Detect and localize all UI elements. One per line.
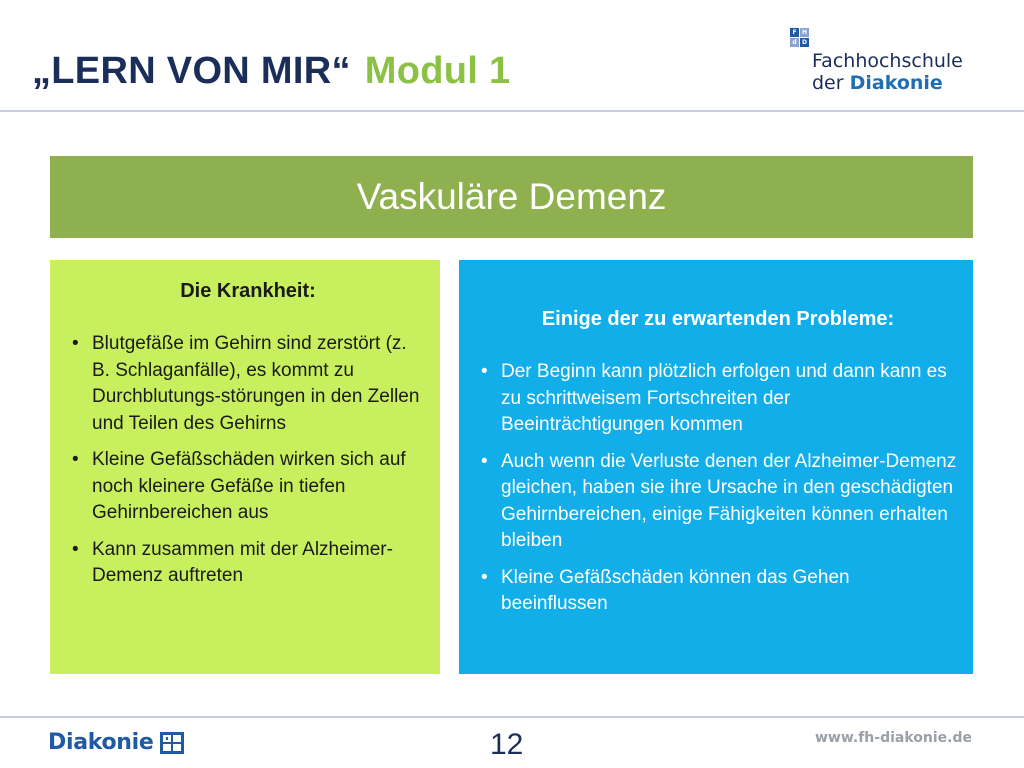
- diakonie-wordmark: Diakonie: [48, 730, 154, 755]
- logo-square-d: d: [790, 38, 799, 47]
- list-item: • Auch wenn die Verluste denen der Alzheimer-Demenz gleichen, haben sie ihre Ursache in den geschädigten Gehirnbereichen, einige Fähigkeiten können erhalten bleiben: [479, 449, 957, 555]
- problems-list: [479, 359, 957, 618]
- header-divider: [0, 110, 1024, 112]
- disease-panel: [50, 260, 440, 674]
- fh-diakonie-logo: [790, 28, 990, 98]
- page-number: 12: [490, 728, 524, 761]
- list-item: • Kleine Gefäßschäden können das Gehen beeinflussen: [479, 565, 957, 618]
- disease-list: [70, 331, 426, 590]
- title-text: „LERN VON MIR“: [32, 50, 351, 92]
- problems-panel: [459, 260, 973, 674]
- logo-square-d2: D: [800, 38, 809, 47]
- module-label: Modul 1: [364, 50, 511, 92]
- banner-title: Vaskuläre Demenz: [356, 176, 667, 217]
- logo-line-2-bold: Diakonie: [849, 72, 943, 94]
- problems-heading: Einige der zu erwartenden Probleme:: [541, 308, 895, 330]
- list-item: • Blutgefäße im Gehirn sind zerstört (z. B. Schlaganfälle), es kommt zu Durchblutungs-störungen in den Zellen und Teilen des Gehirns: [70, 331, 426, 437]
- list-item: • Kleine Gefäßschäden wirken sich auf noch kleinere Gefäße in tiefen Gehirnbereichen aus: [70, 447, 426, 527]
- logo-square-h: H: [801, 29, 808, 36]
- logo-text: [812, 50, 963, 94]
- diakonie-cross-icon: [160, 732, 184, 754]
- disease-heading: Die Krankheit:: [180, 280, 316, 302]
- footer-url[interactable]: www.fh-diakonie.de: [814, 730, 972, 746]
- logo-line-2: [812, 72, 963, 94]
- diakonie-logo: [48, 730, 184, 755]
- footer-divider: [0, 716, 1024, 718]
- logo-square-f: F: [790, 28, 799, 37]
- list-item: • Kann zusammen mit der Alzheimer-Demenz auftreten: [70, 537, 426, 590]
- logo-line-1: Fachhochschule: [812, 50, 963, 72]
- slide-title: [32, 50, 510, 93]
- logo-line-2-prefix: der: [812, 72, 844, 94]
- list-item: • Der Beginn kann plötzlich erfolgen und dann kann es zu schrittweisem Fortschreiten der Beeinträchtigungen kommen: [479, 359, 957, 439]
- fhd-squares-icon: [790, 28, 812, 50]
- topic-banner: [50, 156, 973, 238]
